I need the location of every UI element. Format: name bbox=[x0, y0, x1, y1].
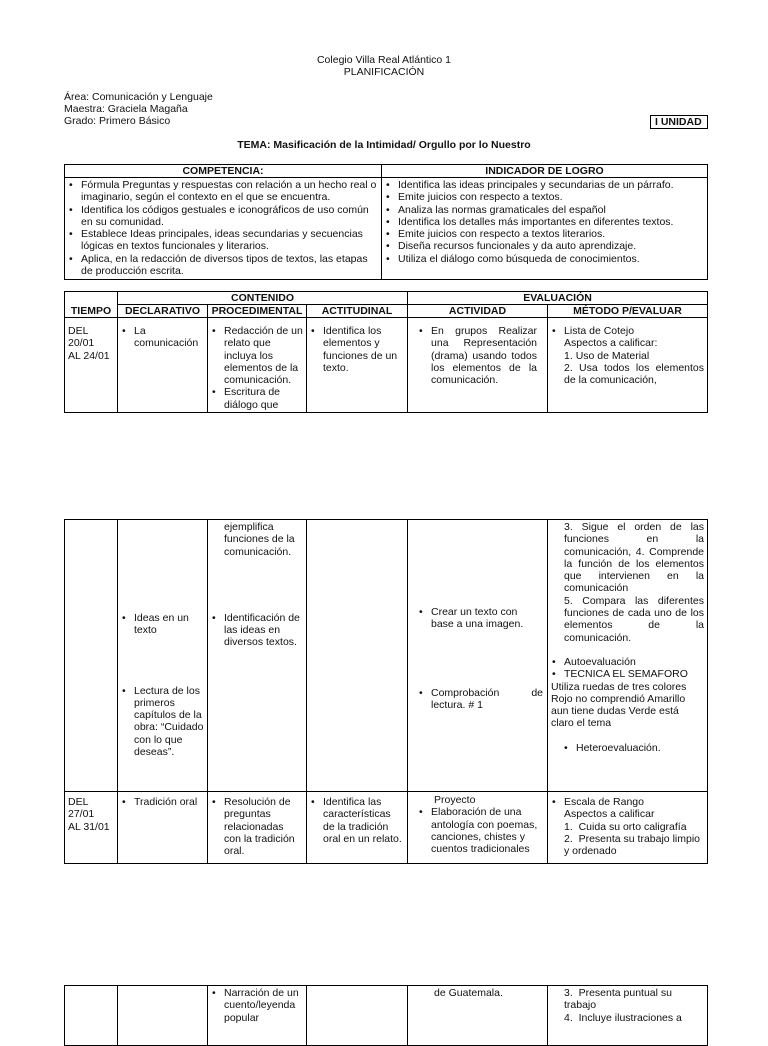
competency-list bbox=[65, 178, 382, 280]
actividad-cell bbox=[408, 986, 548, 1046]
list-item: • Tradición oral bbox=[121, 796, 204, 808]
declarativo-header: DECLARATIVO bbox=[118, 305, 208, 318]
metodo-text: 3. Presenta puntual su trabajo bbox=[564, 987, 672, 1012]
actitudinal-cell bbox=[307, 318, 408, 413]
procedimental-text: ejemplifica funciones de la comunicación. bbox=[224, 521, 295, 558]
list-item: • Escala de Rango bbox=[551, 796, 704, 808]
metodo-text: Utiliza ruedas de tres colores Rojo no comprendió Amarillo aun tiene dudas Verde está claro el tema bbox=[551, 680, 687, 730]
actividad-header: ACTIVIDAD bbox=[408, 305, 548, 318]
list-item: • Identificación de las ideas en diversos textos. bbox=[211, 612, 303, 649]
list-item: • Identifica las ideas principales y secundarias de un párrafo. bbox=[385, 179, 704, 191]
list-item: • Heteroevaluación. bbox=[563, 742, 704, 754]
list-item: • Identifica los elementos y funciones de un texto. bbox=[310, 325, 404, 374]
competency-header: COMPETENCIA: bbox=[65, 165, 382, 178]
metodo-text: 1. Cuida su orto caligrafía bbox=[564, 820, 687, 833]
metodo-cell bbox=[548, 986, 708, 1046]
list-item: • Utiliza el diálogo como búsqueda de conocimientos. bbox=[385, 253, 704, 265]
list-item: • Identifica las características de la tradición oral en un relato. bbox=[310, 796, 404, 845]
plan-table-2 bbox=[64, 519, 708, 864]
list-item: • Establece Ideas principales, ideas secundarias y secuencias lógicas en textos funcionales y literarios. bbox=[68, 228, 378, 253]
list-item: • Crear un texto con base a una imagen. bbox=[418, 606, 543, 631]
procedimental-cell bbox=[208, 986, 307, 1046]
procedimental-cell bbox=[208, 792, 307, 864]
metodo-text: 5. Compara las diferentes funciones de cada uno de los elementos de la comunicación. bbox=[564, 594, 704, 644]
list-item: • Redacción de un relato que incluya los elementos de la comunicación. bbox=[211, 325, 303, 386]
list-item: • La comunicación bbox=[121, 325, 204, 350]
list-item: • Identifica los códigos gestuales e iconográficos de uso común en su comunidad. bbox=[68, 204, 378, 229]
doc-type: PLANIFICACIÓN bbox=[343, 66, 425, 78]
procedimental-cell bbox=[208, 318, 307, 413]
metodo-text: Aspectos a calificar: bbox=[564, 337, 658, 350]
list-item: • Elaboración de una antología con poemas, canciones, chistes y cuentos tradicionales bbox=[418, 806, 544, 855]
plan-table-1 bbox=[64, 291, 708, 413]
declarativo-cell bbox=[118, 986, 208, 1046]
metodo-text: 2. Usa todos los elementos de la comunicación, bbox=[564, 361, 705, 387]
list-item: • Narración de un cuento/leyenda popular bbox=[211, 987, 303, 1024]
indicator-list bbox=[382, 178, 708, 280]
list-item: • Identifica los detalles más importantes en diferentes textos. bbox=[385, 216, 704, 228]
school-name: Colegio Villa Real Atlántico 1 bbox=[316, 54, 452, 66]
list-item: • Autoevaluación bbox=[551, 656, 704, 668]
actividad-cell bbox=[408, 318, 548, 413]
list-item: • Comprobación de lectura. # 1 bbox=[418, 687, 543, 712]
list-item: • Ideas en un texto bbox=[121, 612, 204, 637]
list-item: • TECNICA EL SEMAFORO bbox=[551, 668, 704, 680]
metodo-text: 1. Uso de Material bbox=[564, 349, 650, 362]
actividad-cell bbox=[408, 792, 548, 864]
tema-title: TEMA: Masificación de la Intimidad/ Orgullo por lo Nuestro bbox=[237, 139, 531, 151]
list-item: • Analiza las normas gramaticales del español bbox=[385, 204, 704, 216]
tiempo-cell: DEL 20/01 AL 24/01 bbox=[65, 318, 118, 413]
area-line: Área: Comunicación y Lenguaje bbox=[64, 91, 213, 103]
list-item: • Emite juicios con respecto a textos. bbox=[385, 191, 704, 203]
metodo-text: Aspectos a calificar bbox=[564, 808, 655, 821]
metodo-cell bbox=[548, 792, 708, 864]
list-item: • Diseña recursos funcionales y da auto aprendizaje. bbox=[385, 240, 704, 252]
declarativo-cell bbox=[118, 792, 208, 864]
list-item: • Lista de Cotejo bbox=[551, 325, 704, 337]
actitudinal-cell bbox=[307, 792, 408, 864]
grade-line: Grado: Primero Básico bbox=[64, 115, 171, 127]
actitudinal-header: ACTITUDINAL bbox=[307, 305, 408, 318]
actitudinal-cell bbox=[307, 986, 408, 1046]
actitudinal-cell bbox=[307, 520, 408, 792]
list-item: • Escritura de diálogo que bbox=[211, 386, 303, 411]
procedimental-cell bbox=[208, 520, 307, 792]
tiempo-header: TIEMPO bbox=[65, 292, 118, 318]
metodo-cell bbox=[548, 318, 708, 413]
actividad-cell bbox=[408, 520, 548, 792]
list-item: • Emite juicios con respecto a textos literarios. bbox=[385, 228, 704, 240]
metodo-text: 4. Incluye ilustraciones a bbox=[564, 1011, 682, 1024]
procedimental-header: PROCEDIMENTAL bbox=[208, 305, 307, 318]
unit-box: I UNIDAD bbox=[650, 115, 708, 129]
metodo-header: MÉTODO P/EVALUAR bbox=[548, 305, 708, 318]
tiempo-cell bbox=[65, 520, 118, 792]
competency-table bbox=[64, 164, 708, 280]
declarativo-cell bbox=[118, 520, 208, 792]
declarativo-cell bbox=[118, 318, 208, 413]
indicator-header: INDICADOR DE LOGRO bbox=[382, 165, 708, 178]
plan-table-3 bbox=[64, 985, 708, 1046]
contenido-header: CONTENIDO bbox=[118, 292, 408, 305]
metodo-cell bbox=[548, 520, 708, 792]
list-item: • Aplica, en la redacción de diversos tipos de textos, las etapas de producción escrita. bbox=[68, 253, 378, 278]
list-item: • En grupos Realizar una Representación (drama) usando todos los elementos de la comunicación. bbox=[418, 325, 537, 386]
list-item: • Lectura de los primeros capítulos de la obra: “Cuidado con lo que deseas”. bbox=[121, 685, 204, 759]
tiempo-cell: DEL 27/01 AL 31/01 bbox=[65, 792, 118, 864]
evaluacion-header: EVALUACIÓN bbox=[408, 292, 708, 305]
list-item: • Fórmula Preguntas y respuestas con relación a un hecho real o imaginario, según el contexto en el que se encuentra. bbox=[68, 179, 378, 204]
metodo-text: 3. Sigue el orden de las funciones en la comunicación, 4. Comprende la función de los elementos que intervienen en la comunicación bbox=[564, 521, 704, 595]
teacher-line: Maestra: Graciela Magaña bbox=[64, 103, 188, 115]
list-item: • Resolución de preguntas relacionadas con la tradición oral. bbox=[211, 796, 303, 857]
actividad-text: de Guatemala. bbox=[434, 987, 503, 999]
actividad-title: Proyecto bbox=[434, 794, 476, 806]
metodo-text: 2. Presenta su trabajo limpio y ordenado bbox=[564, 832, 700, 858]
tiempo-cell bbox=[65, 986, 118, 1046]
